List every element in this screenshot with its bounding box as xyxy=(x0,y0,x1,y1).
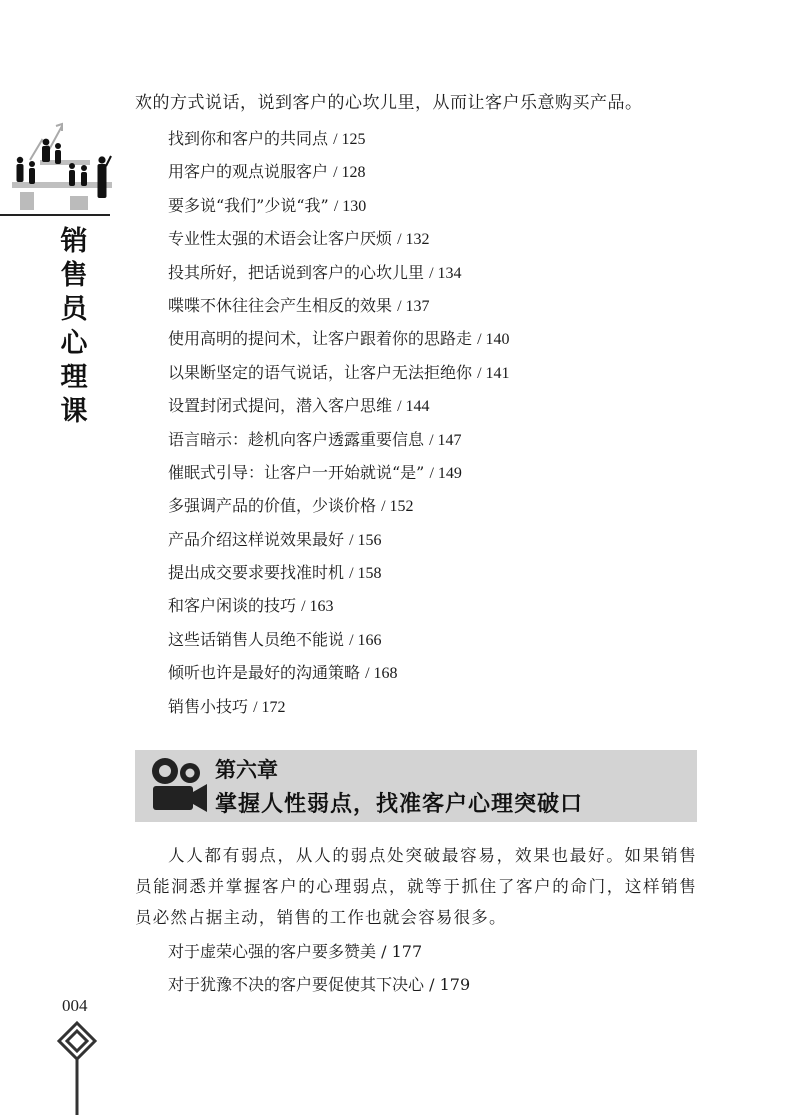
chapter-intro-paragraph: 人人都有弱点，从人的弱点处突破最容易，效果也最好。如果销售员能洞悉并掌握客户的心理弱点，就等于抓住了客户的命门，这样销售员必然占据主动，销售的工作也就会容易很多。 xyxy=(135,846,697,927)
book-title-char: 课 xyxy=(60,396,88,427)
toc-item-title: 使用高明的提问术，让客户跟着你的思路走 xyxy=(168,329,473,349)
toc-item-title: 喋喋不休往往会产生相反的效果 xyxy=(168,295,393,315)
toc-item-title: 设置封闭式提问，潜入客户思维 xyxy=(168,396,393,416)
toc-item[interactable] xyxy=(168,122,510,155)
toc-item-title: 要多说“我们”少说“我” xyxy=(168,195,329,215)
toc-item-title: 提出成交要求要找准时机 xyxy=(168,563,345,583)
toc-item[interactable] xyxy=(168,589,510,622)
toc-item-page: / 128 xyxy=(333,164,366,182)
toc-item[interactable] xyxy=(168,656,510,689)
book-title-char: 员 xyxy=(60,294,88,325)
toc-item-title: 催眠式引导：让客户一开始就说“是” xyxy=(168,462,425,482)
toc-item-page: / 141 xyxy=(477,364,510,382)
business-people-illustration xyxy=(10,120,114,212)
toc-item-page: / 172 xyxy=(253,698,286,716)
toc-item[interactable] xyxy=(168,623,510,656)
page-number: 004 xyxy=(62,996,88,1015)
toc-item-page: / 132 xyxy=(397,231,430,249)
toc-item[interactable] xyxy=(168,556,510,589)
toc-item-title: 倾听也许是最好的沟通策略 xyxy=(168,663,361,683)
book-title-char: 理 xyxy=(60,362,88,393)
toc-item[interactable] xyxy=(168,389,510,422)
toc-item[interactable] xyxy=(168,256,510,289)
toc-item-page: / 177 xyxy=(381,942,423,961)
toc-item-title: 多强调产品的价值，少谈价格 xyxy=(168,496,377,516)
toc-item[interactable] xyxy=(168,690,510,723)
chapter-toc-list xyxy=(168,935,470,1002)
toc-item-page: / 168 xyxy=(365,665,398,683)
toc-item-page: / 166 xyxy=(349,631,382,649)
toc-item-page: / 158 xyxy=(349,565,382,583)
book-title-vertical xyxy=(58,225,90,429)
book-title-char: 心 xyxy=(60,328,88,359)
toc-item[interactable] xyxy=(168,423,510,456)
film-camera-icon xyxy=(147,756,209,816)
toc-list xyxy=(168,122,510,723)
intro-continuation: 欢的方式说话，说到客户的心坎儿里，从而让客户乐意购买产品。 xyxy=(135,93,643,113)
toc-item[interactable] xyxy=(168,222,510,255)
toc-item[interactable] xyxy=(168,456,510,489)
toc-item-title: 对于犹豫不决的客户要促使其下决心 xyxy=(168,975,425,995)
toc-item[interactable] xyxy=(168,523,510,556)
toc-item-title: 投其所好，把话说到客户的心坎儿里 xyxy=(168,262,425,282)
toc-item-page: / 179 xyxy=(429,975,471,995)
toc-item[interactable] xyxy=(168,356,510,389)
toc-item-title: 这些话销售人员绝不能说 xyxy=(168,629,345,649)
toc-item[interactable] xyxy=(168,935,470,968)
toc-item[interactable] xyxy=(168,489,510,522)
toc-item[interactable] xyxy=(168,155,510,188)
chapter-number: 第六章 xyxy=(215,758,278,782)
toc-item-page: / 125 xyxy=(333,131,366,148)
toc-item-page: / 130 xyxy=(333,197,367,215)
toc-item-page: / 156 xyxy=(349,531,382,549)
toc-item[interactable] xyxy=(168,322,510,355)
toc-item-title: 对于虚荣心强的客户要多赞美 xyxy=(168,942,377,961)
chapter-title: 掌握人性弱点，找准客户心理突破口 xyxy=(215,792,584,817)
toc-item-page: / 152 xyxy=(381,498,414,516)
toc-item-title: 和客户闲谈的技巧 xyxy=(168,596,297,616)
toc-item-page: / 137 xyxy=(397,297,430,315)
book-title-char: 销 xyxy=(60,226,88,257)
toc-item-title: 用客户的观点说服客户 xyxy=(168,162,329,182)
book-title-char: 售 xyxy=(60,260,88,291)
toc-item-title: 专业性太强的术语会让客户厌烦 xyxy=(168,229,393,249)
toc-item-title: 以果断坚定的语气说话，让客户无法拒绝你 xyxy=(168,362,473,382)
diamond-ornament-icon xyxy=(56,1020,98,1115)
toc-item-page: / 134 xyxy=(429,264,462,282)
toc-item-page: / 147 xyxy=(429,431,462,449)
toc-item[interactable] xyxy=(168,189,510,222)
toc-item[interactable] xyxy=(168,289,510,322)
toc-item-title: 销售小技巧 xyxy=(168,696,249,716)
chapter-header[interactable] xyxy=(135,750,697,822)
toc-item-title: 找到你和客户的共同点 xyxy=(168,129,329,148)
toc-item-title: 产品介绍这样说效果最好 xyxy=(168,529,345,549)
toc-item-page: / 144 xyxy=(397,398,430,416)
toc-item-title: 语言暗示：趁机向客户透露重要信息 xyxy=(168,429,425,449)
sidebar-rule xyxy=(0,214,110,216)
toc-item[interactable] xyxy=(168,968,470,1001)
toc-item-page: / 163 xyxy=(301,598,334,616)
toc-item-page: / 140 xyxy=(477,331,510,349)
toc-item-page: / 149 xyxy=(429,464,462,482)
